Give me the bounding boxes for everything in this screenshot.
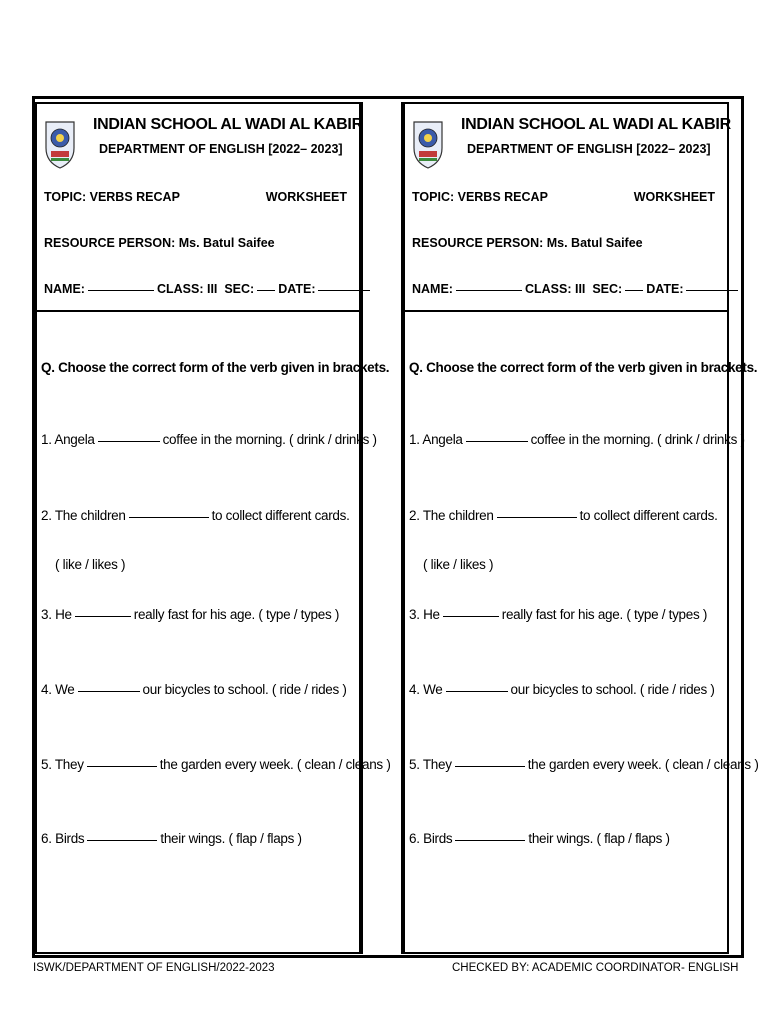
resource-person: RESOURCE PERSON: Ms. Batul Saifee — [44, 236, 275, 250]
question-text: coffee in the morning. ( drink / drinks ) — [530, 432, 745, 447]
name-blank[interactable] — [88, 289, 154, 291]
question-text: 5. They — [409, 757, 452, 772]
cut-gutter — [361, 102, 403, 954]
answer-blank[interactable] — [129, 516, 209, 518]
question-3 — [409, 607, 707, 622]
question-text: to collect different cards. — [579, 508, 718, 523]
question-text: coffee in the morning. ( drink / drinks ) — [162, 432, 377, 447]
school-name: INDIAN SCHOOL AL WADI AL KABIR — [461, 116, 731, 133]
question-1 — [41, 432, 377, 447]
topic-label: TOPIC: VERBS RECAP — [412, 190, 548, 204]
name-blank[interactable] — [456, 289, 522, 291]
department-title: DEPARTMENT OF ENGLISH [2022– 2023] — [99, 142, 343, 156]
question-6 — [41, 831, 302, 846]
question-text: 5. They — [41, 757, 84, 772]
question-4 — [41, 682, 347, 697]
answer-blank[interactable] — [466, 440, 528, 442]
footer-left: ISWK/DEPARTMENT OF ENGLISH/2022-2023 — [33, 962, 275, 974]
question-text: really fast for his age. ( type / types ) — [501, 607, 708, 622]
department-title: DEPARTMENT OF ENGLISH [2022– 2023] — [467, 142, 711, 156]
worksheet-copy-left — [35, 102, 391, 954]
sec-label: SEC: — [224, 282, 255, 296]
name-label: NAME: — [44, 282, 85, 296]
question-1 — [409, 432, 745, 447]
footer-right: CHECKED BY: ACADEMIC COORDINATOR- ENGLISH — [452, 962, 739, 974]
question-text: 2. The children — [409, 508, 494, 523]
worksheet-header — [37, 104, 363, 312]
instruction: Q. Choose the correct form of the verb given in brackets. — [41, 360, 390, 375]
question-text: their wings. ( flap / flaps ) — [160, 831, 302, 846]
worksheet-header — [405, 104, 731, 312]
name-label: NAME: — [412, 282, 453, 296]
question-4 — [409, 682, 715, 697]
question-text: 3. He — [409, 607, 440, 622]
answer-blank[interactable] — [75, 615, 131, 617]
question-text: 4. We — [409, 682, 443, 697]
question-text: 1. Angela — [409, 432, 463, 447]
question-2-options: ( like / likes ) — [423, 557, 494, 572]
question-text: really fast for his age. ( type / types ) — [133, 607, 340, 622]
school-name: INDIAN SCHOOL AL WADI AL KABIR — [93, 116, 363, 133]
school-crest-icon — [43, 118, 77, 170]
question-text: the garden every week. ( clean / cleans ) — [527, 757, 759, 772]
sec-label: SEC: — [592, 282, 623, 296]
school-crest-icon — [411, 118, 445, 170]
class-label: CLASS: III — [524, 282, 586, 296]
date-label: DATE: — [646, 282, 684, 296]
class-label: CLASS: III — [156, 282, 218, 296]
question-2 — [41, 508, 350, 523]
answer-blank[interactable] — [87, 839, 157, 841]
question-text: 6. Birds — [41, 831, 85, 846]
date-label: DATE: — [278, 282, 316, 296]
question-2 — [409, 508, 718, 523]
worksheet-copy-right — [403, 102, 759, 954]
question-text: the garden every week. ( clean / cleans ) — [159, 757, 391, 772]
question-text: our bicycles to school. ( ride / rides ) — [510, 682, 715, 697]
resource-person: RESOURCE PERSON: Ms. Batul Saifee — [412, 236, 643, 250]
sec-blank[interactable] — [257, 289, 275, 291]
question-text: our bicycles to school. ( ride / rides ) — [142, 682, 347, 697]
question-5 — [41, 757, 391, 772]
answer-blank[interactable] — [78, 690, 140, 692]
question-5 — [409, 757, 759, 772]
question-text: their wings. ( flap / flaps ) — [528, 831, 670, 846]
question-text: 3. He — [41, 607, 72, 622]
instruction: Q. Choose the correct form of the verb given in brackets. — [409, 360, 758, 375]
worksheet-label: WORKSHEET — [633, 190, 715, 204]
answer-blank[interactable] — [98, 440, 160, 442]
answer-blank[interactable] — [446, 690, 508, 692]
question-text: 6. Birds — [409, 831, 453, 846]
worksheet-label: WORKSHEET — [265, 190, 347, 204]
question-text: 2. The children — [41, 508, 126, 523]
question-6 — [409, 831, 670, 846]
sec-blank[interactable] — [625, 289, 643, 291]
question-text: to collect different cards. — [211, 508, 350, 523]
question-2-options: ( like / likes ) — [55, 557, 126, 572]
date-blank[interactable] — [686, 289, 738, 291]
answer-blank[interactable] — [443, 615, 499, 617]
answer-blank[interactable] — [497, 516, 577, 518]
question-3 — [41, 607, 339, 622]
question-text: 1. Angela — [41, 432, 95, 447]
student-details-line — [44, 282, 373, 296]
answer-blank[interactable] — [455, 839, 525, 841]
question-text: 4. We — [41, 682, 75, 697]
topic-label: TOPIC: VERBS RECAP — [44, 190, 180, 204]
student-details-line — [412, 282, 741, 296]
answer-blank[interactable] — [87, 765, 157, 767]
worksheet-sheet — [32, 96, 759, 958]
answer-blank[interactable] — [455, 765, 525, 767]
